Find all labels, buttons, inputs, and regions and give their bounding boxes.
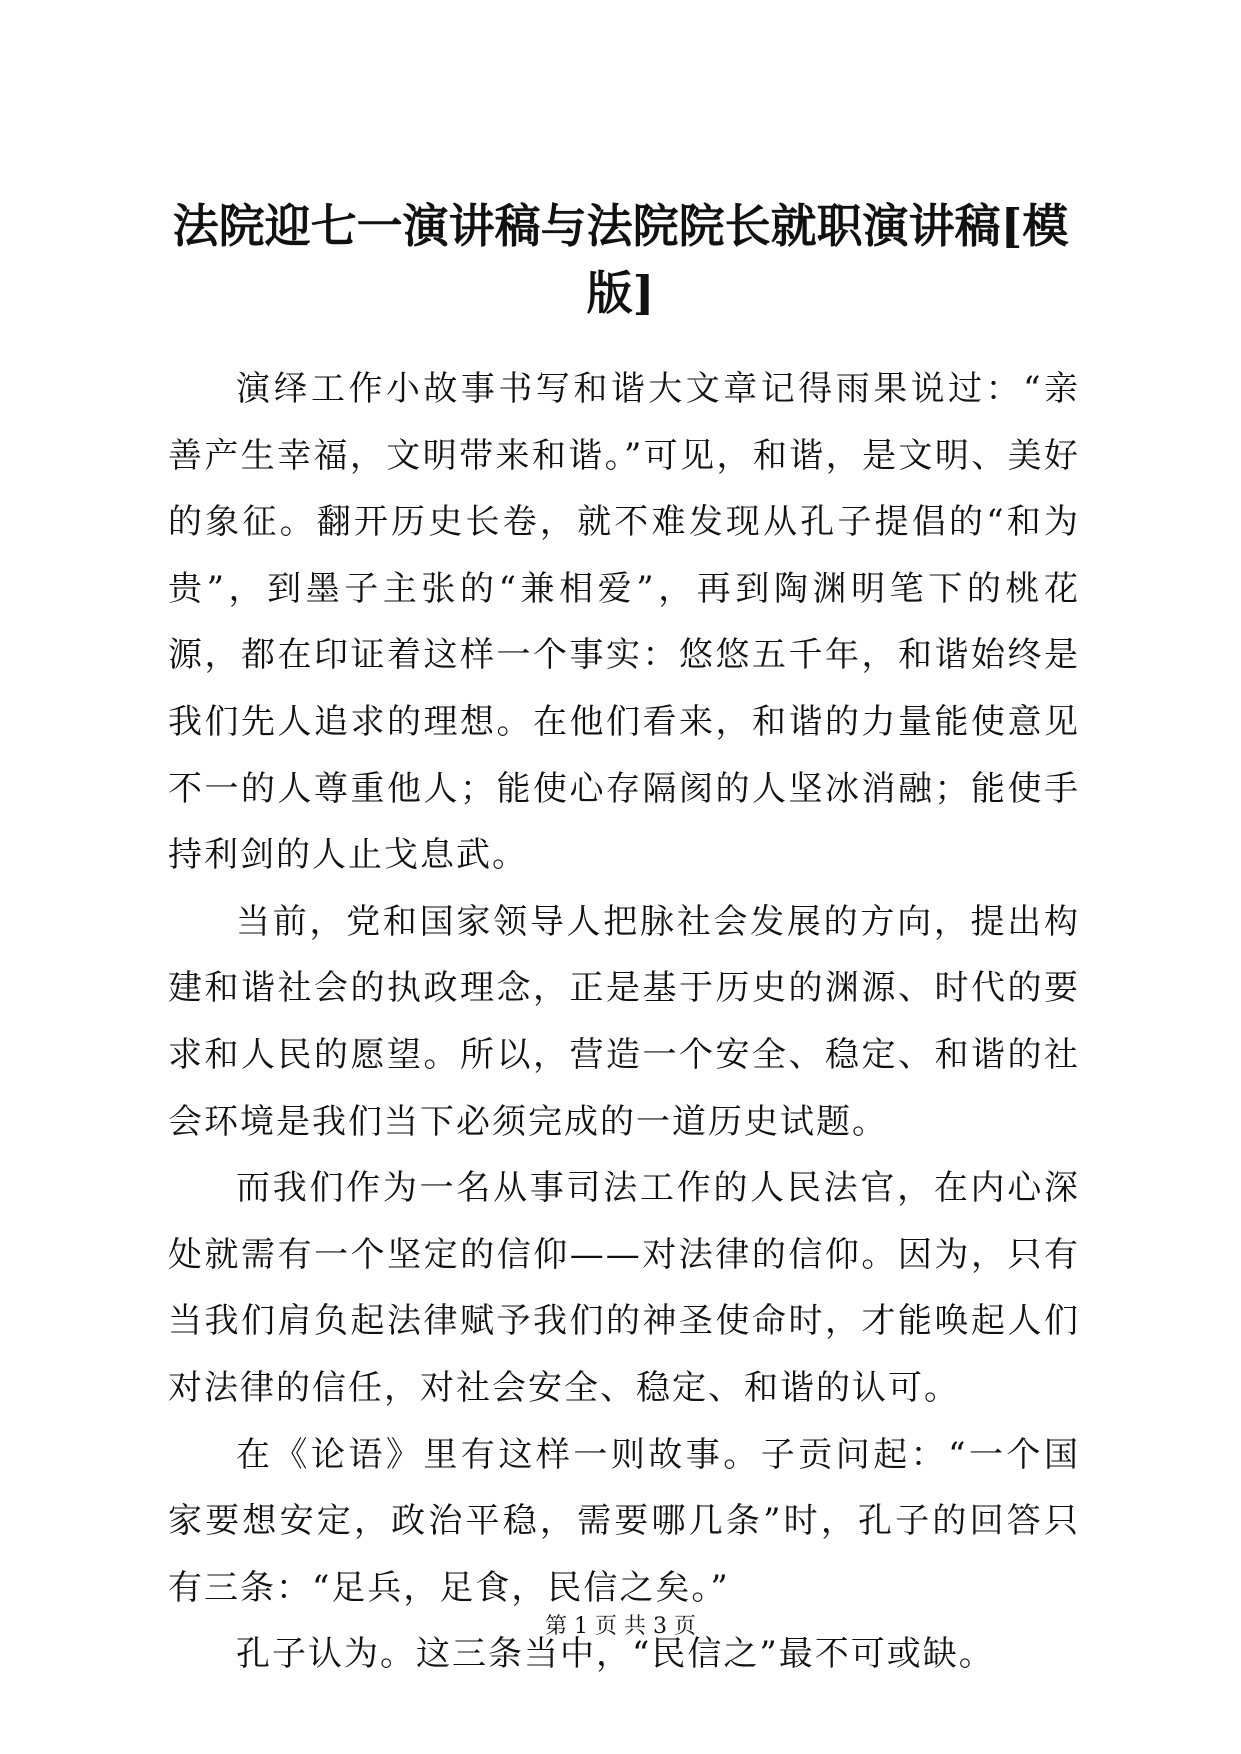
paragraph-5: 孔子认为。这三条当中，“民信之”最不可或缺。 xyxy=(236,1634,995,1675)
document-body xyxy=(168,356,1080,1688)
paragraph-3: 而我们作为一名从事司法工作的人民法官，在内心深处就需有一个坚定的信仰——对法律的信仰。因为，只有当我们肩负起法律赋予我们的神圣使命时，才能唤起人们对法律的信任，对社会安全、稳定、和谐的认可。 xyxy=(168,1168,1080,1408)
paragraph-1: 演绎工作小故事书写和谐大文章记得雨果说过：“亲善产生幸福，文明带来和谐。”可见，和谐，是文明、美好的象征。翻开历史长卷，就不难发现从孔子提倡的“和为贵”，到墨子主张的“兼相爱”，再到陶渊明笔下的桃花源，都在印证着这样一个事实：悠悠五千年，和谐始终是我们先人追求的理想。在他们看来，和谐的力量能使意见不一的人尊重他人；能使心存隔阂的人坚冰消融；能使手持利剑的人止戈息武。 xyxy=(168,369,1080,876)
paragraph-4: 在《论语》里有这样一则故事。子贡问起：“一个国家要想安定，政治平稳，需要哪几条”时，孔子的回答只有三条：“足兵，足食，民信之矣。” xyxy=(168,1434,1080,1608)
page-number-footer: 第 1 页 共 3 页 xyxy=(545,1614,696,1639)
document-title: 法院迎七一演讲稿与法院院长就职演讲稿[模版] xyxy=(172,199,1069,320)
paragraph-2: 当前，党和国家领导人把脉社会发展的方向，提出构建和谐社会的执政理念，正是基于历史的渊源、时代的要求和人民的愿望。所以，营造一个安全、稳定、和谐的社会环境是我们当下必须完成的一道历史试题。 xyxy=(168,901,1080,1142)
